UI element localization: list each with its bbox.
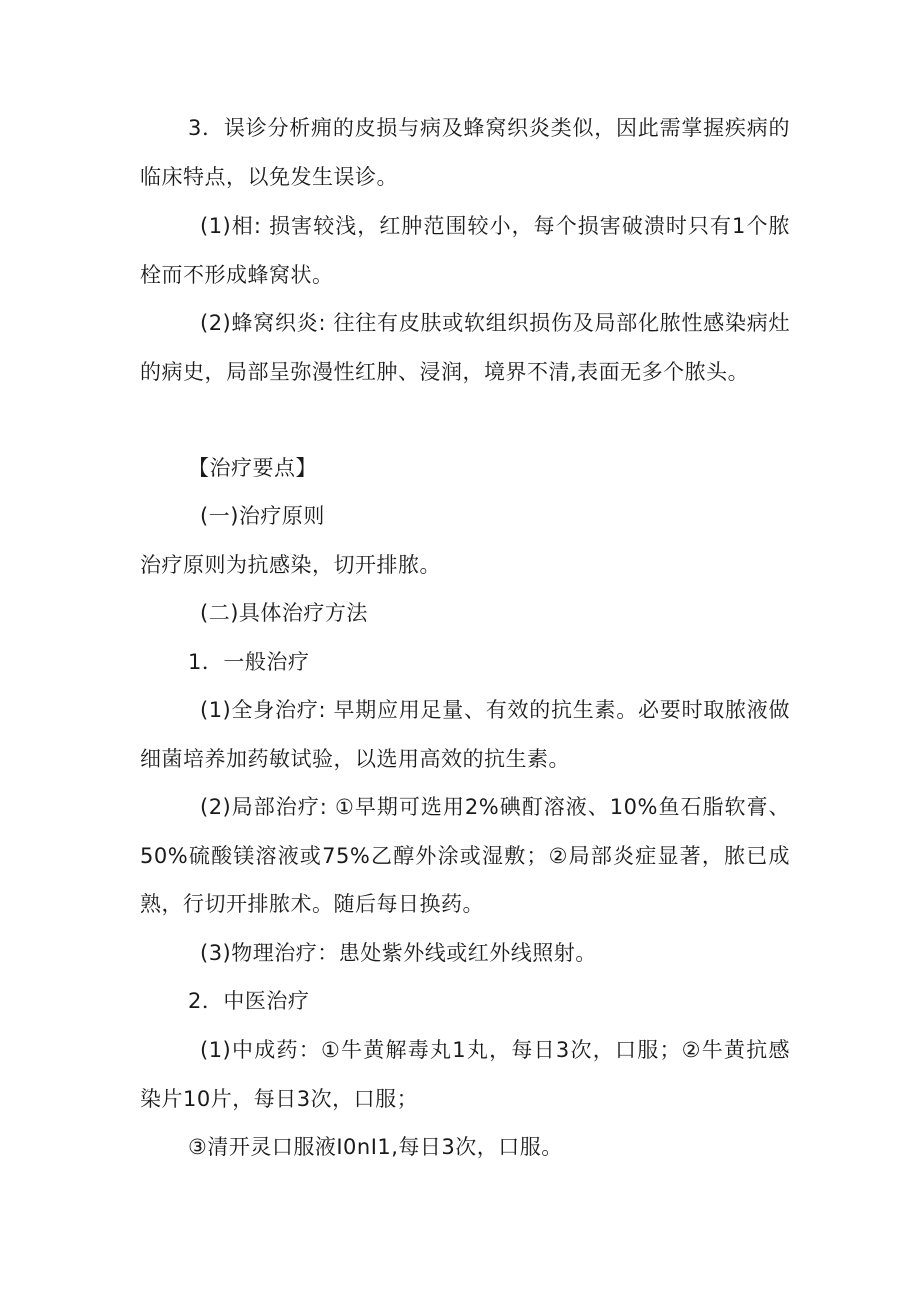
paragraph-item-1: (1)相: 损害较浅，红肿范围较小，每个损害破溃时只有1个脓栓而不形成蜂窝状。 [140, 214, 790, 287]
subheading-general: 1．一般治疗 [188, 650, 310, 674]
section-heading-treatment: 【治疗要点】 [188, 456, 317, 480]
paragraph-systemic: (1)全身治疗: 早期应用足量、有效的抗生素。必要时取脓液做细菌培养加药敏试验，以选用高效的抗生素。 [140, 698, 790, 771]
subheading-principle: (一)治疗原则 [200, 504, 325, 528]
paragraph-qingkailing: ③清开灵口服液I0nI1,每日3次，口服。 [188, 1135, 563, 1159]
paragraph-local: (2)局部治疗: ①早期可选用2%碘酊溶液、10%鱼石脂软膏、50%硫酸镁溶液或75%乙醇外涂或湿敷；②局部炎症显著，脓已成熟，行切开排脓术。随后每日换药。 [140, 795, 790, 916]
subheading-tcm: 2．中医治疗 [188, 989, 310, 1013]
paragraph-misdiagnosis: 3．误诊分析痈的皮损与病及蜂窝织炎类似，因此需掌握疾病的临床特点，以免发生误诊。 [140, 116, 790, 189]
paragraph-item-2: (2)蜂窝织炎: 往往有皮肤或软组织损伤及局部化脓性感染病灶的病史，局部呈弥漫性红肿、浸润，境界不清,表面无多个脓头。 [140, 311, 790, 384]
subheading-methods: (二)具体治疗方法 [200, 601, 368, 625]
paragraph-principle: 治疗原则为抗感染，切开排脓。 [140, 553, 441, 577]
paragraph-patent-medicine: (1)中成药：①牛黄解毒丸1丸，每日3次，口服；②牛黄抗感染片10片，每日3次，口服； [140, 1038, 790, 1111]
paragraph-physical: (3)物理治疗：患处紫外线或红外线照射。 [200, 941, 597, 965]
